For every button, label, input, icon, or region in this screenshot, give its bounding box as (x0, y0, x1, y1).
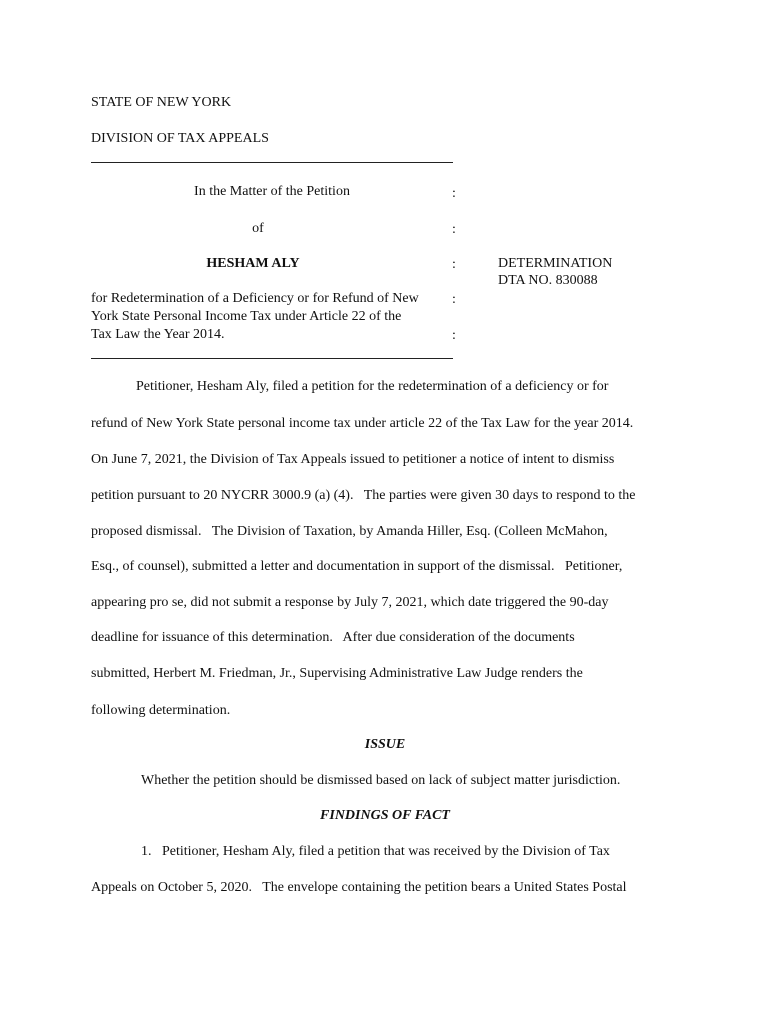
caption-bottom-rule (91, 358, 453, 359)
findings-heading: FINDINGS OF FACT (320, 808, 450, 823)
caption-top-rule (91, 162, 453, 163)
paragraph-line: Petitioner, Hesham Aly, filed a petition for the redetermination of a deficiency or for (136, 379, 609, 394)
matter-line: In the Matter of the Petition (194, 184, 350, 199)
paragraph-line: proposed dismissal. The Division of Taxation, by Amanda Hiller, Esq. (Colleen McMahon, (91, 524, 608, 539)
finding-line: 1. Petitioner, Hesham Aly, filed a petition that was received by the Division of Tax (141, 844, 610, 859)
paragraph-line: following determination. (91, 703, 231, 718)
caption-colon: : (452, 328, 456, 343)
paragraph-line: On June 7, 2021, the Division of Tax Appeals issued to petitioner a notice of intent to dismiss (91, 452, 615, 467)
paragraph-line: deadline for issuance of this determination. After due consideration of the documents (91, 630, 575, 645)
state-heading: STATE OF NEW YORK (91, 95, 232, 110)
paragraph-line: submitted, Herbert M. Friedman, Jr., Supervising Administrative Law Judge renders the (91, 666, 583, 681)
paragraph-line: refund of New York State personal income tax under article 22 of the Tax Law for the year 2014. (91, 416, 634, 431)
paragraph-line: Esq., of counsel), submitted a letter and documentation in support of the dismissal. Petitioner, (91, 559, 623, 574)
caption-colon: : (452, 257, 456, 272)
determination-label: DETERMINATION (498, 256, 613, 271)
paragraph-line: petition pursuant to 20 NYCRR 3000.9 (a) (4). The parties were given 30 days to respond to the (91, 488, 636, 503)
purpose-line: Tax Law the Year 2014. (91, 327, 225, 342)
issue-text: Whether the petition should be dismissed based on lack of subject matter jurisdiction. (141, 773, 621, 788)
purpose-line: for Redetermination of a Deficiency or for Refund of New (91, 291, 419, 306)
issue-heading: ISSUE (364, 737, 406, 752)
dta-number: DTA NO. 830088 (498, 273, 598, 288)
caption-colon: : (452, 292, 456, 307)
petitioner-name: HESHAM ALY (206, 256, 300, 271)
paragraph-line: appearing pro se, did not submit a response by July 7, 2021, which date triggered the 90-day (91, 595, 609, 610)
purpose-line: York State Personal Income Tax under Article 22 of the (91, 309, 402, 324)
finding-line: Appeals on October 5, 2020. The envelope containing the petition bears a United States Postal (91, 880, 627, 895)
of-line: of (252, 221, 264, 236)
caption-colon: : (452, 222, 456, 237)
division-heading: DIVISION OF TAX APPEALS (91, 131, 269, 146)
caption-colon: : (452, 186, 456, 201)
